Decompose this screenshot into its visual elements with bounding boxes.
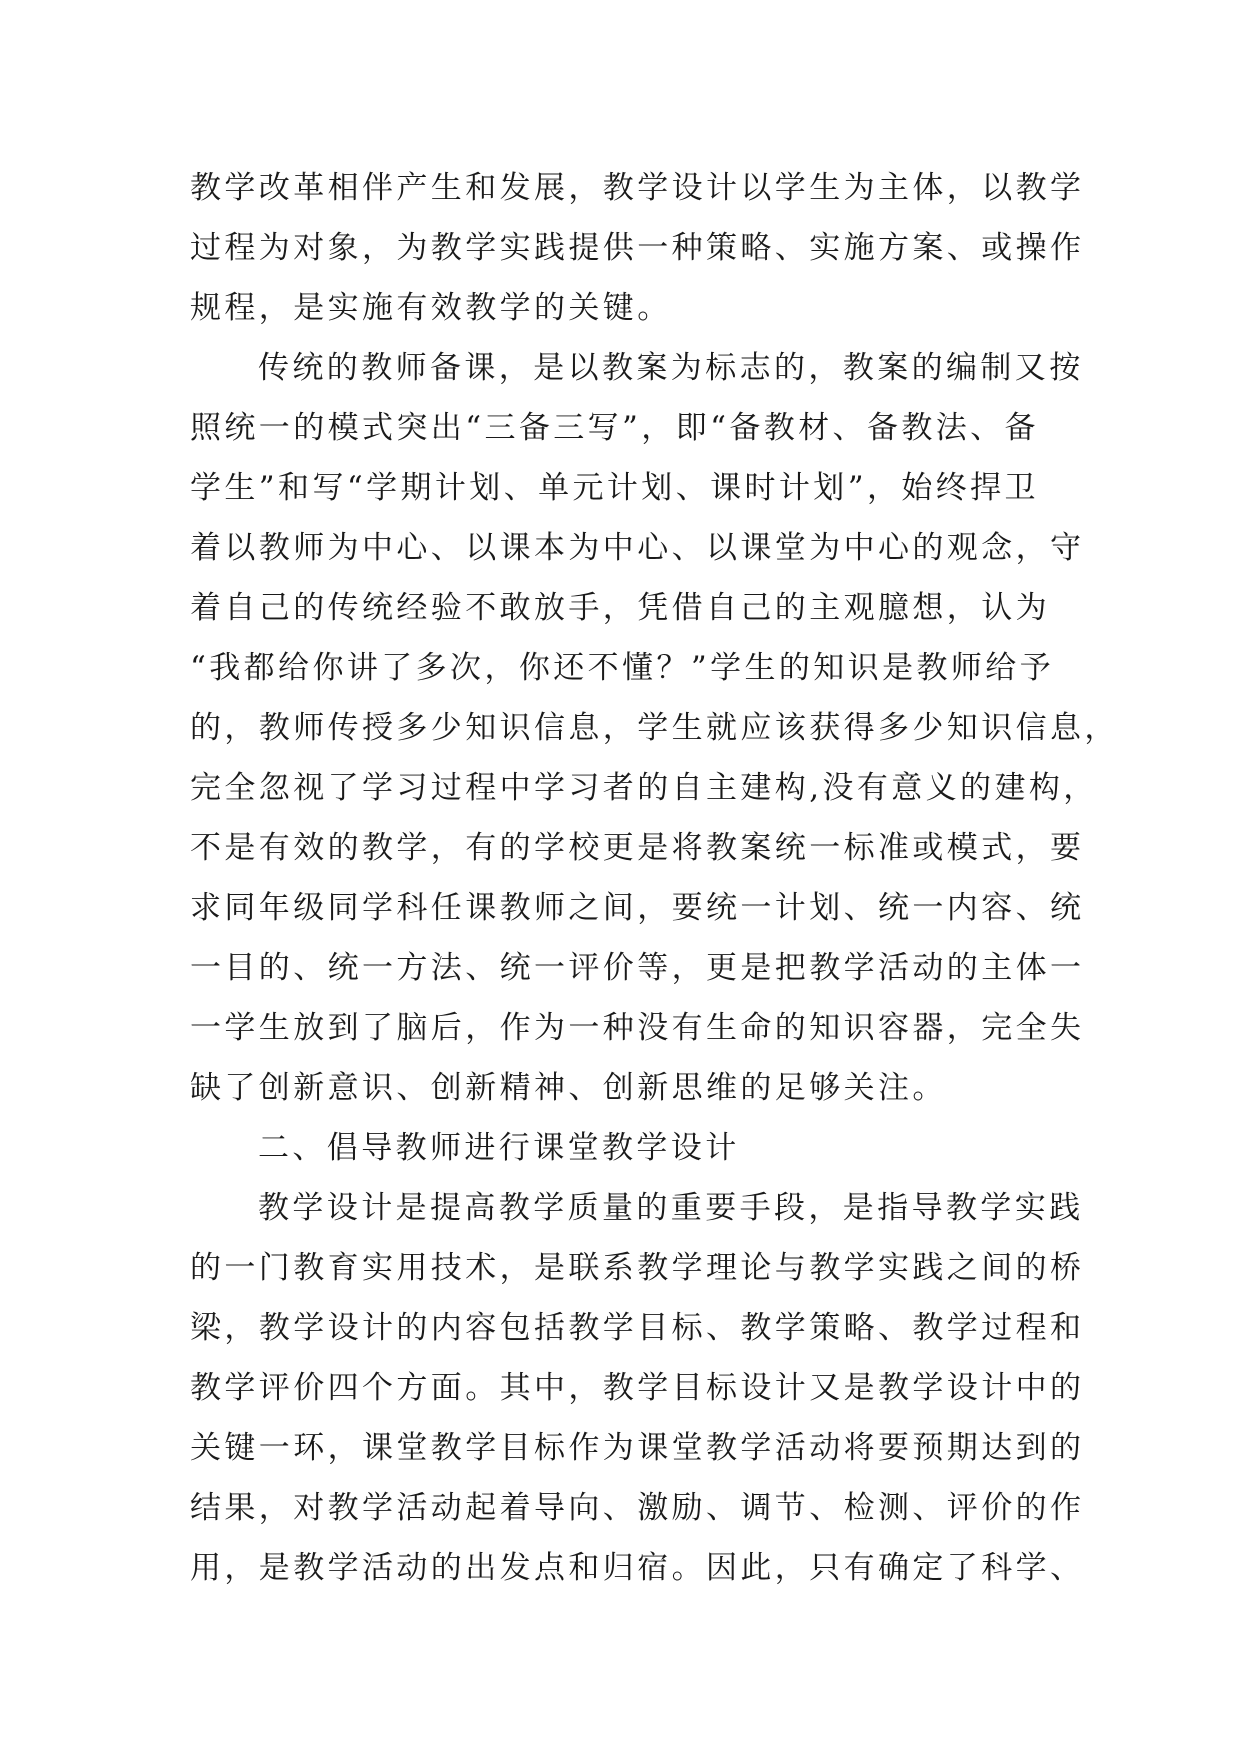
text-line: 的，教师传授多少知识信息，学生就应该获得多少知识信息， xyxy=(190,710,1119,746)
text-line: 着自己的传统经验不敢放手，凭借自己的主观臆想，认为 xyxy=(190,590,1050,626)
text-line: 学生”和写“学期计划、单元计划、课时计划”，始终捍卫 xyxy=(190,470,1039,506)
text-line: 一学生放到了脑后，作为一种没有生命的知识容器，完全失 xyxy=(190,1010,1085,1046)
text-line: 照统一的模式突出“三备三写”，即“备教材、备教法、备 xyxy=(190,410,1039,446)
text-line: 教学评价四个方面。其中，教学目标设计又是教学设计中的 xyxy=(190,1370,1085,1406)
text-line: 关键一环，课堂教学目标作为课堂教学活动将要预期达到的 xyxy=(190,1430,1085,1466)
text-line: 着以教师为中心、以课本为中心、以课堂为中心的观念，守 xyxy=(190,530,1085,566)
document-body xyxy=(190,158,1119,1598)
text-line: 一目的、统一方法、统一评价等，更是把教学活动的主体一 xyxy=(190,950,1085,986)
text-line: 结果，对教学活动起着导向、激励、调节、检测、评价的作 xyxy=(190,1490,1085,1526)
text-line: “我都给你讲了多次，你还不懂？”学生的知识是教师给予 xyxy=(190,650,1055,686)
text-line: 求同年级同学科任课教师之间，要统一计划、统一内容、统 xyxy=(190,890,1085,926)
text-line: 不是有效的教学，有的学校更是将教案统一标准或模式，要 xyxy=(190,830,1085,866)
text-line: 梁，教学设计的内容包括教学目标、教学策略、教学过程和 xyxy=(190,1310,1085,1346)
text-line: 缺了创新意识、创新精神、创新思维的足够关注。 xyxy=(190,1070,947,1106)
text-line: 用，是教学活动的出发点和归宿。因此，只有确定了科学、 xyxy=(190,1550,1085,1586)
paragraph-start-line: 教学设计是提高教学质量的重要手段，是指导教学实践 xyxy=(258,1190,1084,1226)
text-line: 完全忽视了学习过程中学习者的自主建构,没有意义的建构， xyxy=(190,770,1098,806)
text-line: 教学改革相伴产生和发展，教学设计以学生为主体，以教学 xyxy=(190,170,1085,206)
text-line: 规程，是实施有效教学的关键。 xyxy=(190,290,672,326)
section-heading: 二、倡导教师进行课堂教学设计 xyxy=(258,1130,740,1166)
text-line: 过程为对象，为教学实践提供一种策略、实施方案、或操作 xyxy=(190,230,1085,266)
paragraph-start-line: 传统的教师备课，是以教案为标志的，教案的编制又按 xyxy=(258,350,1084,386)
text-line: 的一门教育实用技术，是联系教学理论与教学实践之间的桥 xyxy=(190,1250,1085,1286)
